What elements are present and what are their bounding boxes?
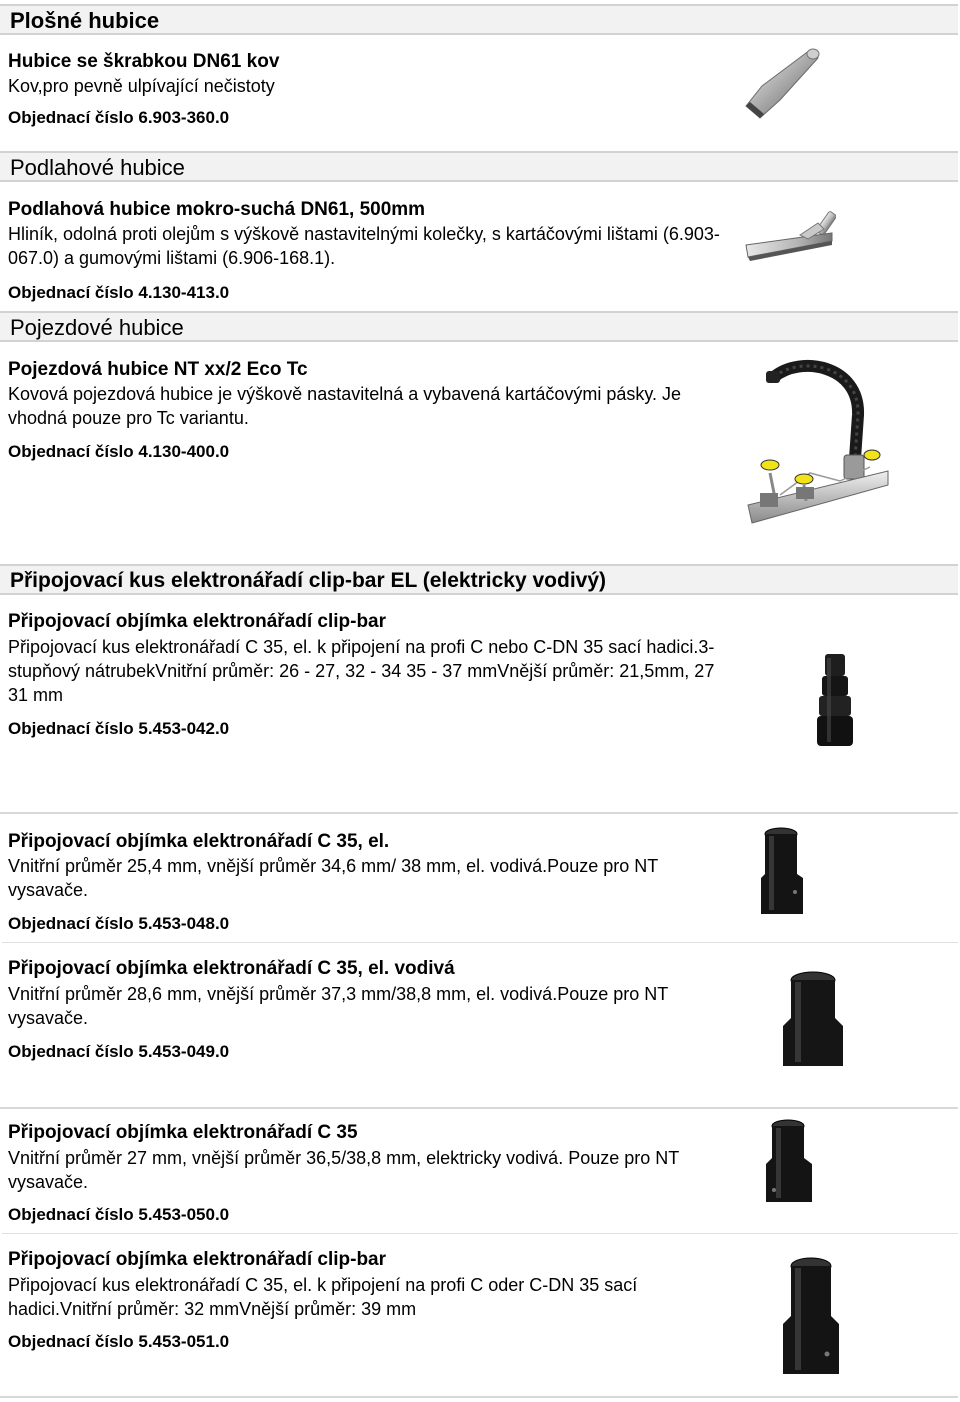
product-description: Vnitřní průměr 27 mm, vnější průměr 36,5/38,8 mm, elektricky vodivá. Pouze pro NT vysavače.: [8, 1148, 679, 1192]
product-description: Připojovací kus elektronářadí C 35, el. k připojení na profi C nebo C-DN 35 sací hadici.3-stupňový nátrubekVnitřní průměr: 26 - 27, 32 - 34 35 - 37 mmVnější průměr: 21,5mm, 27 31 mm: [8, 637, 715, 705]
section-header: [0, 564, 958, 595]
stepped-adapter-icon: [805, 652, 865, 752]
section-title: Připojovací kus elektronářadí clip-bar EL (elektricky vodivý): [10, 569, 607, 592]
order-number: Objednací číslo 5.453-051.0: [8, 1332, 230, 1351]
product-description: Hliník, odolná proti olejům s výškově nastavitelnými kolečky, s kartáčovými lištami (6.903-067.0) a gumovými lištami (6.906-168.1).: [8, 224, 720, 268]
product-description: Vnitřní průměr 25,4 mm, vnější průměr 34,6 mm/ 38 mm, el. vodivá.Pouze pro NT vysavače.: [8, 856, 658, 900]
product-description: Připojovací kus elektronářadí C 35, el. k připojení na profi C oder C-DN 35 sací hadici.Vnitřní průměr: 32 mmVnější průměr: 39 mm: [8, 1275, 638, 1319]
product-description: Kov,pro pevně ulpívající nečistoty: [8, 76, 275, 96]
order-number: Objednací číslo 5.453-048.0: [8, 914, 230, 933]
order-number: Objednací číslo 4.130-400.0: [8, 442, 230, 461]
order-number: Objednací číslo 6.903-360.0: [8, 108, 230, 127]
order-number: Objednací číslo 4.130-413.0: [8, 283, 230, 302]
connector-sleeve-icon: [760, 1118, 820, 1208]
product-name: Podlahová hubice mokro-suchá DN61, 500mm: [8, 199, 426, 220]
section-title: Pojezdové hubice: [10, 315, 184, 340]
section-header: [0, 311, 958, 342]
connector-sleeve-icon: [775, 970, 851, 1074]
divider: [0, 1396, 958, 1398]
section-title: Podlahové hubice: [10, 155, 185, 180]
wheeled-nozzle-icon: [740, 355, 890, 535]
product-name: Připojovací objímka elektronářadí clip-bar: [8, 611, 387, 632]
divider: [2, 1233, 958, 1234]
section-title: Plošné hubice: [10, 8, 160, 33]
order-number: Objednací číslo 5.453-042.0: [8, 719, 230, 738]
divider: [0, 812, 958, 814]
divider: [0, 1107, 958, 1109]
order-number: Objednací číslo 5.453-050.0: [8, 1205, 230, 1224]
section-header: [0, 4, 958, 35]
product-name: Připojovací objímka elektronářadí C 35: [8, 1122, 358, 1143]
product-name: Připojovací objímka elektronářadí clip-bar: [8, 1249, 387, 1270]
divider: [2, 942, 958, 943]
order-number: Objednací číslo 5.453-049.0: [8, 1042, 230, 1061]
connector-sleeve-icon: [755, 826, 811, 920]
product-name: Pojezdová hubice NT xx/2 Eco Tc: [8, 359, 308, 380]
section-header: [0, 151, 958, 182]
connector-sleeve-icon: [775, 1256, 849, 1382]
product-name: Připojovací objímka elektronářadí C 35, el.: [8, 831, 390, 852]
product-description: Vnitřní průměr 28,6 mm, vnější průměr 37,3 mm/38,8 mm, el. vodivá.Pouze pro NT vysavače.: [8, 984, 668, 1028]
product-description: Kovová pojezdová hubice je výškově nastavitelná a vybavená kartáčovými pásky. Je vhodná pouze pro Tc variantu.: [8, 384, 682, 428]
flat-scraper-nozzle-icon: [740, 40, 820, 124]
product-name: Připojovací objímka elektronářadí C 35, el. vodivá: [8, 958, 455, 979]
floor-nozzle-icon: [740, 205, 836, 271]
product-name: Hubice se škrabkou DN61 kov: [8, 51, 280, 72]
